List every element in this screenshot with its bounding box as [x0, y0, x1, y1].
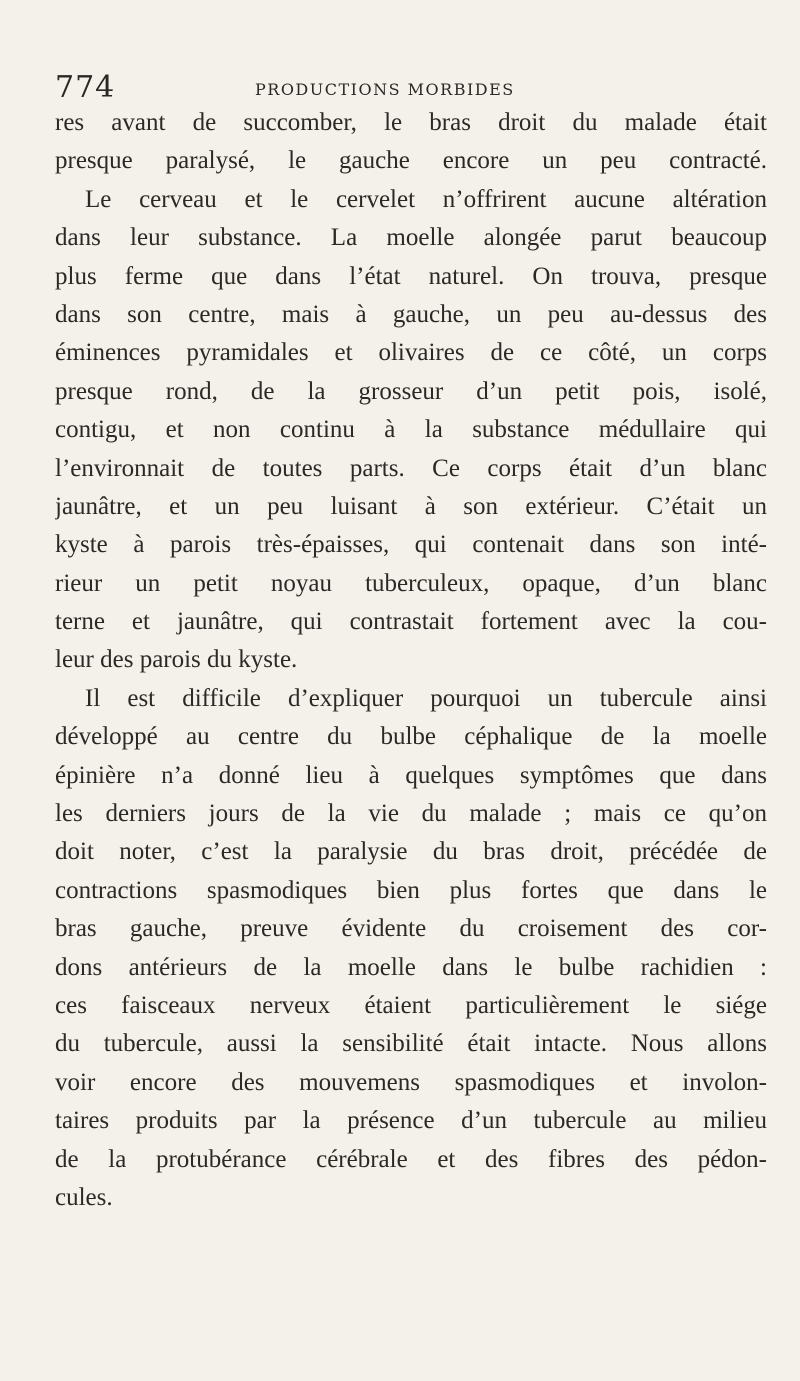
text-line: plus ferme que dans l’état naturel. On trouva, presque: [55, 262, 767, 290]
text-line: terne et jaunâtre, qui contrastait fortement avec la cou-: [55, 608, 767, 636]
text-line: dans son centre, mais à gauche, un peu au-dessus des: [55, 300, 767, 328]
text-line: Le cerveau et le cervelet n’offrirent aucune altération: [85, 185, 767, 213]
text-line: dans leur substance. La moelle alongée parut beaucoup: [55, 224, 767, 252]
text-line: développé au centre du bulbe céphalique de la moelle: [55, 723, 767, 751]
text-line: éminences pyramidales et olivaires de ce côté, un corps: [55, 339, 767, 367]
text-line: rieur un petit noyau tuberculeux, opaque, d’un blanc: [55, 569, 767, 597]
text-line: les derniers jours de la vie du malade ; mais ce qu’on: [55, 800, 767, 828]
text-line: doit noter, c’est la paralysie du bras droit, précédée de: [55, 838, 767, 866]
text-line: kyste à parois très-épaisses, qui contenait dans son inté-: [55, 531, 767, 559]
text-line: dons antérieurs de la moelle dans le bulbe rachidien :: [55, 953, 767, 981]
text-line: l’environnait de toutes parts. Ce corps était d’un blanc: [55, 454, 767, 482]
text-line: voir encore des mouvemens spasmodiques et involon-: [55, 1068, 767, 1096]
text-line: ces faisceaux nerveux étaient particulièrement le siége: [55, 991, 767, 1019]
text-line: leur des parois du kyste.: [55, 646, 298, 674]
text-line: Il est difficile d’expliquer pourquoi un tubercule ainsi: [85, 684, 767, 712]
text-line: bras gauche, preuve évidente du croisement des cor-: [55, 915, 767, 943]
text-line: contractions spasmodiques bien plus fortes que dans le: [55, 876, 767, 904]
text-line: cules.: [55, 1183, 113, 1211]
text-line: contigu, et non continu à la substance médullaire qui: [55, 416, 767, 444]
body-text: [55, 104, 767, 1217]
page-header: [55, 64, 765, 104]
text-line: épinière n’a donné lieu à quelques symptômes que dans: [55, 761, 767, 789]
text-line: jaunâtre, et un peu luisant à son extérieur. C’était un: [55, 492, 767, 520]
text-line: presque rond, de la grosseur d’un petit pois, isolé,: [55, 377, 767, 405]
text-line: de la protubérance cérébrale et des fibres des pédon-: [55, 1145, 767, 1173]
text-line: presque paralysé, le gauche encore un peu contracté.: [55, 147, 767, 175]
page-number: 774: [55, 70, 116, 105]
text-line: du tubercule, aussi la sensibilité était intacte. Nous allons: [55, 1030, 767, 1058]
text-line: taires produits par la présence d’un tubercule au milieu: [55, 1107, 767, 1135]
text-line: res avant de succomber, le bras droit du malade était: [55, 109, 767, 136]
running-head: PRODUCTIONS MORBIDES: [255, 80, 515, 99]
